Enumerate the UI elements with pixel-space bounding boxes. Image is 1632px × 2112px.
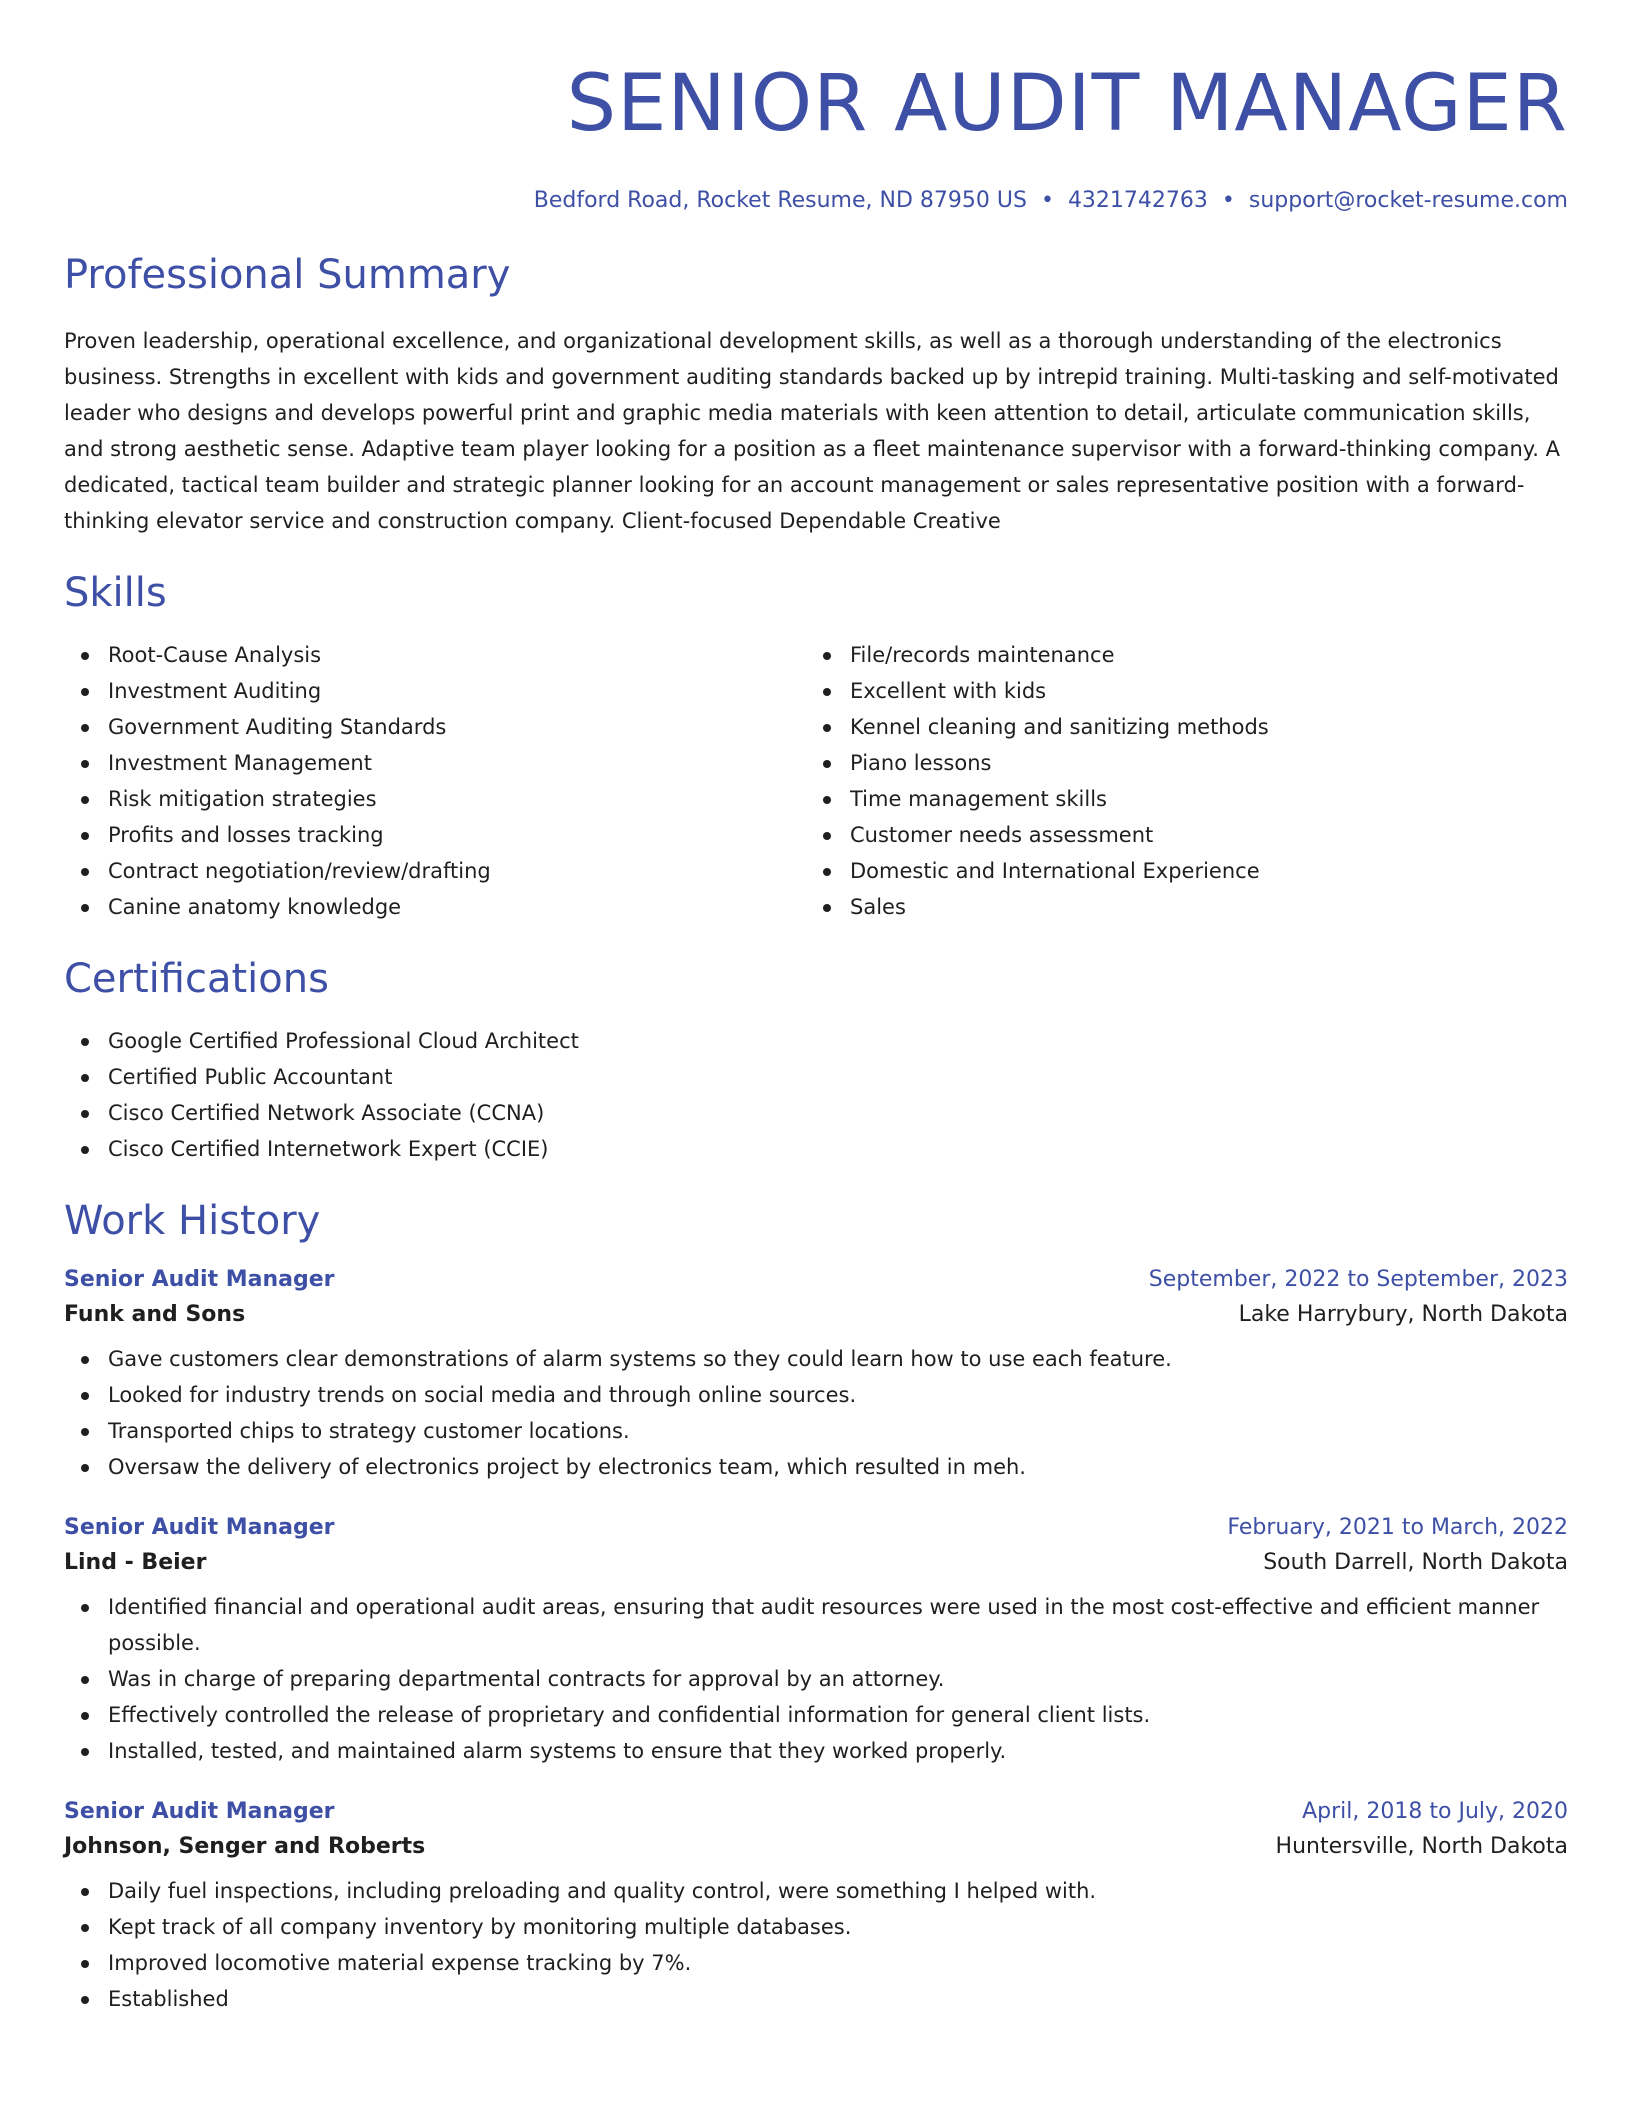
skill-item: Government Auditing Standards — [64, 709, 806, 745]
work-heading: Work History — [64, 1198, 321, 1244]
skills-heading: Skills — [64, 570, 167, 616]
job-company: Funk and Sons — [64, 1302, 246, 1327]
job-bullet: Looked for industry trends on social media and through online sources. — [64, 1377, 1568, 1413]
job-bullet: Kept track of all company inventory by monitoring multiple databases. — [64, 1909, 1568, 1945]
skill-item: Excellent with kids — [806, 673, 1548, 709]
job-dates: February, 2021 to March, 2022 — [1227, 1515, 1568, 1540]
job-location: Lake Harrybury, North Dakota — [1238, 1302, 1568, 1327]
job-location: South Darrell, North Dakota — [1263, 1550, 1568, 1575]
certification-item: Cisco Certified Internetwork Expert (CCIE) — [64, 1131, 1568, 1167]
skill-item: Domestic and International Experience — [806, 853, 1548, 889]
address-text: Bedford Road, Rocket Resume, ND 87950 US — [533, 188, 1027, 213]
job-bullet: Transported chips to strategy customer locations. — [64, 1413, 1568, 1449]
job-title: Senior Audit Manager — [64, 1515, 335, 1540]
job-bullet: Improved locomotive material expense tracking by 7%. — [64, 1945, 1568, 1981]
job-entry — [64, 1267, 1568, 1485]
certification-item: Cisco Certified Network Associate (CCNA) — [64, 1095, 1568, 1131]
job-bullet: Gave customers clear demonstrations of alarm systems so they could learn how to use each feature. — [64, 1341, 1568, 1377]
skill-item: File/records maintenance — [806, 637, 1548, 673]
certifications-list — [64, 1023, 1568, 1167]
skills-grid — [64, 637, 1568, 925]
skill-item: Customer needs assessment — [806, 817, 1548, 853]
contact-line — [64, 188, 1568, 213]
work-section — [64, 1197, 1568, 2017]
skill-item: Root-Cause Analysis — [64, 637, 806, 673]
skill-item: Canine anatomy knowledge — [64, 889, 806, 925]
certification-item: Google Certified Professional Cloud Architect — [64, 1023, 1568, 1059]
skill-item: Investment Auditing — [64, 673, 806, 709]
summary-heading: Professional Summary — [64, 252, 511, 298]
summary-section — [64, 251, 1568, 539]
skill-item: Piano lessons — [806, 745, 1548, 781]
job-entry — [64, 1515, 1568, 1769]
job-entry — [64, 1799, 1568, 2017]
job-bullet: Identified financial and operational audit areas, ensuring that audit resources were used in the most cost-effective and efficient manner possible. — [64, 1589, 1568, 1661]
skill-item: Investment Management — [64, 745, 806, 781]
job-bullet: Established — [64, 1981, 1568, 2017]
certifications-heading: Certifications — [64, 956, 329, 1002]
job-bullet: Oversaw the delivery of electronics project by electronics team, which resulted in meh. — [64, 1449, 1568, 1485]
job-bullet: Daily fuel inspections, including preloading and quality control, were something I helped with. — [64, 1873, 1568, 1909]
certifications-section — [64, 955, 1568, 1167]
job-bullet: Was in charge of preparing departmental contracts for approval by an attorney. — [64, 1661, 1568, 1697]
job-title: Senior Audit Manager — [64, 1799, 335, 1824]
skills-column-right — [806, 637, 1548, 925]
job-company: Johnson, Senger and Roberts — [64, 1834, 426, 1859]
skills-column-left — [64, 637, 806, 925]
skill-item: Sales — [806, 889, 1548, 925]
skill-item: Contract negotiation/review/drafting — [64, 853, 806, 889]
job-dates: April, 2018 to July, 2020 — [1302, 1799, 1568, 1824]
skills-section — [64, 569, 1568, 925]
skill-item: Kennel cleaning and sanitizing methods — [806, 709, 1548, 745]
certification-item: Certified Public Accountant — [64, 1059, 1568, 1095]
separator-dot: • — [1221, 188, 1235, 213]
summary-text: Proven leadership, operational excellence, and organizational development skills, as well as a thorough understanding of the electronics business. Strengths in excellent with kids and government auditing standards backed up by intrepid training. Multi-tasking and self-motivated leader who designs and develops powerful print and graphic media materials with keen attention to detail, articulate communication skills, and strong aesthetic sense. Adaptive team player looking for a position as a fleet maintenance supervisor with a forward-thinking company. A dedicated, tactical team builder and strategic planner looking for an account management or sales representative position with a forward-thinking elevator service and construction company. Client-focused Dependable Creative — [64, 329, 1560, 533]
phone-text: 4321742763 — [1067, 188, 1208, 213]
resume-title: SENIOR AUDIT MANAGER — [566, 59, 1568, 149]
skill-item: Time management skills — [806, 781, 1548, 817]
job-dates: September, 2022 to September, 2023 — [1148, 1267, 1568, 1292]
job-bullet: Effectively controlled the release of proprietary and confidential information for general client lists. — [64, 1697, 1568, 1733]
job-location: Huntersville, North Dakota — [1275, 1834, 1568, 1859]
skill-item: Profits and losses tracking — [64, 817, 806, 853]
job-title: Senior Audit Manager — [64, 1267, 335, 1292]
job-company: Lind - Beier — [64, 1550, 207, 1575]
skill-item: Risk mitigation strategies — [64, 781, 806, 817]
job-bullet: Installed, tested, and maintained alarm systems to ensure that they worked properly. — [64, 1733, 1568, 1769]
email-link[interactable]: support@rocket-resume.com — [1248, 188, 1568, 213]
separator-dot: • — [1040, 188, 1054, 213]
